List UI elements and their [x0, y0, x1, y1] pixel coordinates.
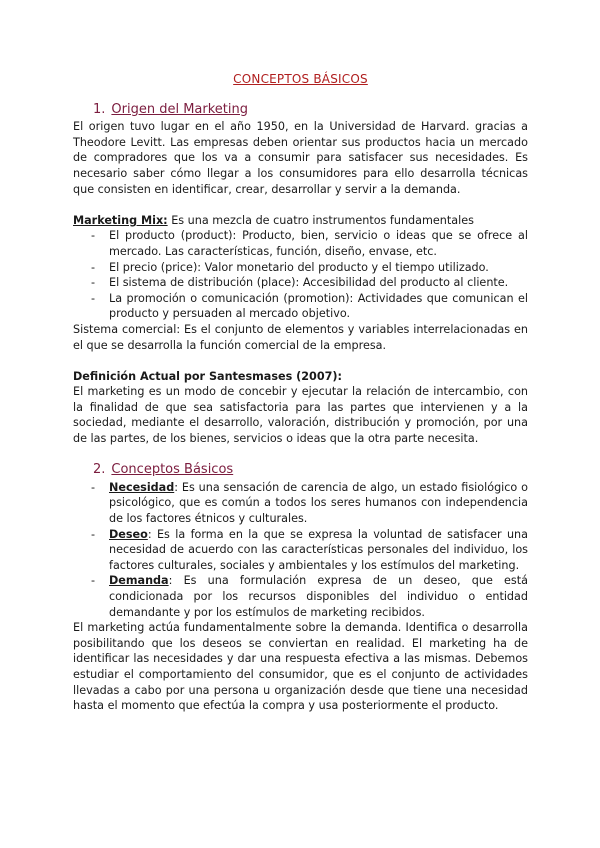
- term-necesidad: Necesidad: [109, 480, 175, 494]
- definition-demanda: : Es una formulación expresa de un deseo, que está condicionada por los recursos disponibles del individuo o entidad demandante y por los estímulos de marketing recibidos.: [109, 574, 528, 619]
- list-item: [91, 573, 528, 620]
- concept-deseo: [109, 527, 528, 574]
- dash-bullet: -: [91, 229, 96, 243]
- marketing-mix-intro: [73, 213, 528, 229]
- concepts-list: [73, 480, 528, 620]
- mix-item-product: El producto (product): Producto, bien, servicio o ideas que se ofrece al mercado. Las características, función, diseño, envase, etc.: [109, 229, 528, 258]
- definition-deseo: : Es la forma en la que se expresa la voluntad de satisfacer una necesidad de acuerdo con las características personales del individuo, los factores culturales, sociales y ambientales y los estímulos del marketing.: [109, 527, 528, 572]
- section-1-heading: [73, 102, 528, 118]
- section-2-number: 2.: [93, 462, 106, 478]
- list-item: [91, 228, 528, 259]
- document-title: CONCEPTOS BÁSICOS: [233, 72, 368, 86]
- mix-item-promotion: La promoción o comunicación (promotion): Actividades que comunican el producto y persuaden al mercado objetivo.: [109, 291, 528, 321]
- section-1-number: 1.: [93, 101, 106, 117]
- origin-paragraph: El origen tuvo lugar en el año 1950, en la Universidad de Harvard. gracias a Theodore Levitt. Las empresas deben orientar sus productos hacia un mercado de compradores que los va a consumir para satisfacer sus necesidades. Es necesario saber cómo llegar a los consumidores para ello desarrolla técnicas que consisten en identificar, crear, desarrollar y servir a la demanda.: [73, 120, 528, 196]
- section-1-title: Origen del Marketing: [111, 101, 249, 117]
- closing-paragraph: El marketing actúa fundamentalmente sobre la demanda. Identifica o desarrolla posibilitando que los deseos se conviertan en realidad. El marketing ha de identificar las necesidades y dar una respuesta efectiva a las mismas. Debemos estudiar el comportamiento del consumidor, que es el conjunto de actividades llevadas a cabo por una persona u organización desde que tiene una necesidad hasta el momento que efectúa la compra y usa posteriormente el producto.: [73, 621, 528, 713]
- section-2-title: Conceptos Básicos: [111, 462, 234, 478]
- dash-bullet: -: [91, 527, 96, 541]
- mix-item-price: El precio (price): Valor monetario del producto y el tiempo utilizado.: [109, 260, 489, 274]
- definition-necesidad: : Es una sensación de carencia de algo, un estado fisiológico o psicológico, que es común a todos los seres humanos con independencia de los factores étnicos y culturales.: [109, 480, 528, 526]
- section-2-heading: [73, 462, 528, 478]
- sistema-comercial-paragraph: Sistema comercial: Es el conjunto de elementos y variables interrelacionadas en el que se desarrolla la función comercial de la empresa.: [73, 322, 528, 352]
- term-deseo: Deseo: [109, 527, 148, 541]
- dash-bullet: -: [91, 260, 96, 274]
- list-item: [91, 260, 528, 276]
- marketing-mix-text: Es una mezcla de cuatro instrumentos fundamentales: [167, 213, 474, 227]
- list-item: [91, 480, 528, 527]
- concept-demanda: [109, 573, 528, 620]
- dash-bullet: -: [91, 574, 96, 588]
- definition-paragraph: El marketing es un modo de concebir y ejecutar la relación de intercambio, con la finalidad de que sea satisfactoria para las partes que intervienen y a la sociedad, mediante el desarrollo, valoración, distribución y promoción, por una de las partes, de los bienes, servicios o ideas que la otra parte necesita.: [73, 385, 528, 446]
- dash-bullet: -: [91, 276, 96, 290]
- concept-necesidad: [109, 480, 528, 527]
- mix-item-place: El sistema de distribución (place): Accesibilidad del producto al cliente.: [109, 276, 509, 290]
- term-demanda: Demanda: [109, 574, 169, 588]
- list-item: [91, 527, 528, 574]
- list-item: [91, 275, 528, 291]
- dash-bullet: -: [91, 480, 96, 494]
- marketing-mix-label: Marketing Mix:: [73, 213, 168, 227]
- definition-label: Definición Actual por Santesmases (2007):: [73, 369, 342, 383]
- list-item: [91, 291, 528, 322]
- marketing-mix-list: [73, 228, 528, 322]
- dash-bullet: -: [91, 291, 96, 305]
